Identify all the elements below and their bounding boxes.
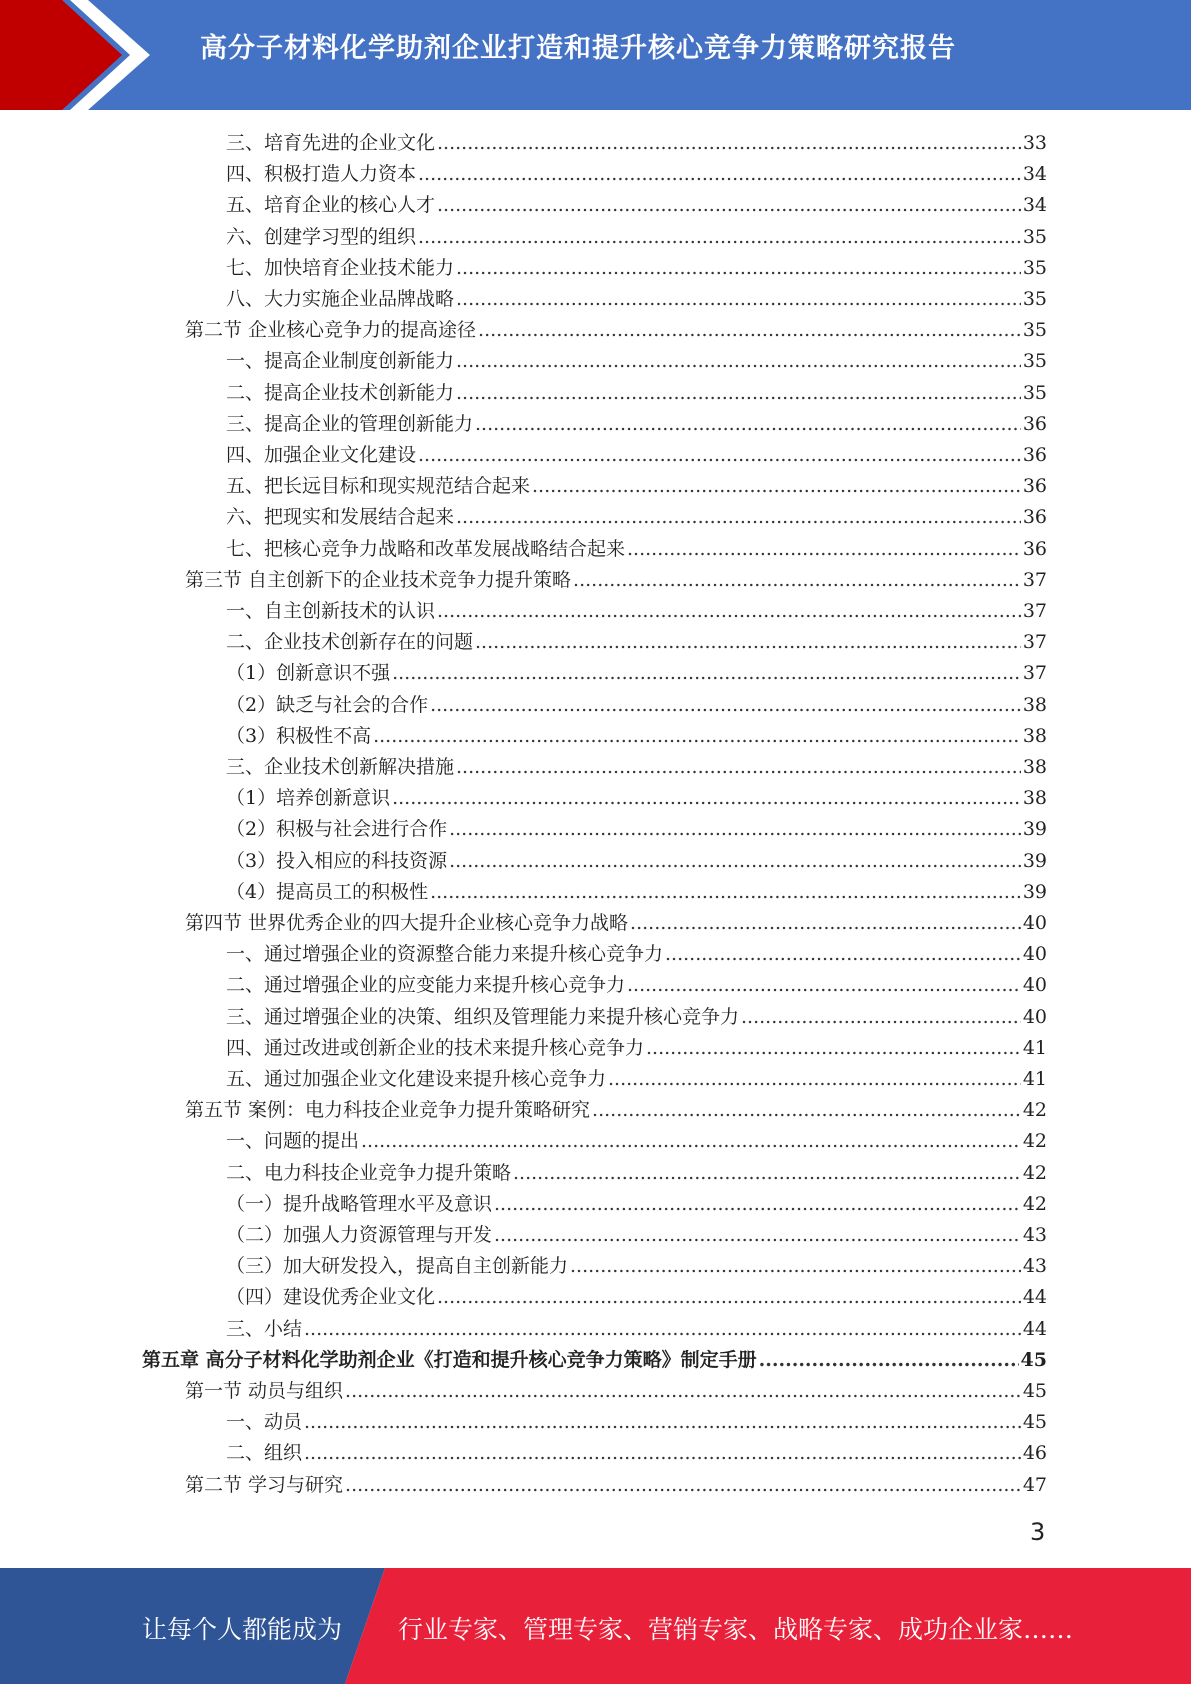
toc-entry-page: 42 [1022,1130,1047,1153]
toc-entry-page: 38 [1022,724,1047,747]
toc-entry-page: 47 [1022,1473,1047,1496]
toc-entry[interactable] [226,1064,1047,1095]
toc-entry-title: 三、小结 [226,1317,303,1340]
toc-entry-title: （二）加强人力资源管理与开发 [226,1224,493,1246]
toc-leader-dots [430,690,1021,721]
toc-leader-dots [741,1002,1021,1033]
toc-entry-title: 四、积极打造人力资本 [226,163,417,186]
toc-entry-title: 第二节 企业核心竞争力的提高途径 [185,319,477,342]
header-arrow-icon [0,0,160,110]
toc-entry-page: 36 [1022,412,1047,435]
toc-leader-dots [475,627,1021,658]
toc-entry[interactable] [226,284,1047,315]
toc-entry[interactable] [226,1002,1047,1033]
toc-entry[interactable] [226,378,1047,409]
toc-entry-title: 三、通过增强企业的决策、组织及管理能力来提升核心竞争力 [226,1005,740,1028]
page-header [0,0,1191,110]
footer-slogan-left: 让每个人都能成为 [142,1615,343,1644]
toc-entry-title: 二、企业技术创新存在的问题 [226,631,474,654]
toc-entry-page: 36 [1022,537,1047,560]
toc-entry-page: 40 [1022,912,1047,934]
toc-leader-dots [437,596,1021,627]
toc-leader-dots [345,1376,1021,1407]
toc-entry-title: 五、把长远目标和现实规范结合起来 [226,475,531,498]
toc-leader-dots [392,658,1021,689]
toc-entry[interactable] [226,596,1047,627]
toc-entry-title: （四）建设优秀企业文化 [226,1286,436,1309]
toc-entry-title: 七、把核心竞争力战略和改革发展战略结合起来 [226,537,626,560]
toc-entry[interactable] [185,565,1047,596]
toc-entry-title: 二、组织 [226,1442,303,1465]
toc-entry[interactable] [226,1407,1047,1438]
toc-entry[interactable] [185,1095,1047,1126]
toc-leader-dots [494,1189,1021,1220]
footer-slogan-right: 行业专家、管理专家、营销专家、战略专家、成功企业家…… [398,1615,1074,1644]
toc-entry-page: 44 [1022,1286,1047,1309]
toc-leader-dots [361,1126,1021,1157]
toc-leader-dots [304,1438,1021,1469]
toc-entry-title: 三、培育先进的企业文化 [226,132,436,154]
toc-entry-title: 二、提高企业技术创新能力 [226,381,455,404]
toc-entry-title: 二、电力科技企业竞争力提升策略 [226,1161,512,1184]
toc-entry[interactable] [226,970,1047,1001]
toc-entry-page: 45 [1020,1348,1047,1371]
toc-entry-title: （一）提升战略管理水平及意识 [226,1192,493,1215]
page-number: 3 [1030,1518,1046,1546]
toc-leader-dots [449,846,1021,877]
toc-entry[interactable] [226,128,1047,159]
toc-entry-page: 35 [1022,319,1047,342]
toc-entry[interactable] [226,783,1047,814]
toc-leader-dots [418,159,1021,190]
toc-leader-dots [456,378,1021,409]
toc-leader-dots [627,534,1021,565]
toc-entry[interactable] [226,627,1047,658]
toc-entry-title: 七、加快培育企业技术能力 [226,256,455,279]
toc-entry-page: 42 [1022,1161,1047,1184]
toc-entry[interactable] [226,1438,1047,1469]
toc-entry[interactable] [226,440,1047,471]
toc-entry-page: 35 [1022,381,1047,404]
toc-entry[interactable] [226,1282,1047,1313]
toc-leader-dots [437,190,1021,221]
toc-entry-page: 37 [1022,662,1047,685]
toc-leader-dots [627,970,1021,1001]
toc-entry[interactable] [226,409,1047,440]
toc-entry-page: 37 [1022,631,1047,654]
toc-entry-page: 42 [1022,1192,1047,1215]
toc-entry-page: 36 [1022,444,1047,466]
toc-entry[interactable] [226,222,1047,253]
toc-entry-page: 38 [1022,787,1047,810]
toc-entry-title: （1）创新意识不强 [226,662,391,685]
toc-entry[interactable] [226,1189,1047,1220]
toc-entry-page: 35 [1022,256,1047,279]
toc-leader-dots [373,721,1021,752]
toc-entry-title: 第五节 案例：电力科技企业竞争力提升策略研究 [185,1099,591,1122]
toc-leader-dots [456,346,1021,377]
toc-entry-title: 第二节 学习与研究 [185,1473,344,1496]
toc-leader-dots [456,502,1021,533]
toc-leader-dots [573,565,1021,596]
toc-entry-title: （4）提高员工的积极性 [226,880,429,903]
toc-leader-dots [592,1095,1021,1126]
toc-leader-dots [437,1282,1021,1313]
toc-entry-page: 41 [1022,1068,1047,1090]
toc-leader-dots [418,222,1021,253]
toc-leader-dots [494,1220,1021,1251]
toc-leader-dots [475,409,1021,440]
toc-entry-page: 44 [1022,1317,1047,1340]
toc-entry-title: 一、动员 [226,1411,303,1434]
toc-entry[interactable] [226,877,1047,908]
toc-entry-page: 35 [1022,288,1047,310]
toc-entry[interactable] [226,1220,1047,1251]
toc-entry-title: （3）投入相应的科技资源 [226,849,448,872]
toc-leader-dots [430,877,1021,908]
toc-entry[interactable] [226,1251,1047,1282]
toc-leader-dots [759,1345,1019,1376]
toc-leader-dots [304,1314,1021,1345]
toc-entry-title: 第三节 自主创新下的企业技术竞争力提升策略 [185,568,572,591]
toc-entry-title: 五、通过加强企业文化建设来提升核心竞争力 [226,1068,607,1090]
toc-entry-title: 一、通过增强企业的资源整合能力来提升核心竞争力 [226,943,664,966]
toc-entry-title: 八、大力实施企业品牌战略 [226,288,455,310]
toc-entry-page: 35 [1022,350,1047,373]
toc-leader-dots [456,752,1021,783]
toc-entry[interactable] [226,1033,1047,1064]
toc-leader-dots [437,128,1021,159]
toc-entry-page: 34 [1022,194,1047,217]
toc-entry-title: 第四节 世界优秀企业的四大提升企业核心竞争力战略 [185,912,629,934]
toc-entry-page: 37 [1022,568,1047,591]
toc-leader-dots [478,315,1021,346]
toc-entry[interactable] [226,658,1047,689]
toc-entry-page: 40 [1022,1005,1047,1028]
toc-entry-title: 第一节 动员与组织 [185,1380,344,1402]
toc-entry-title: （2）缺乏与社会的合作 [226,693,429,716]
toc-entry[interactable] [226,814,1047,845]
toc-entry-title: 一、问题的提出 [226,1130,360,1153]
toc-entry-title: 三、提高企业的管理创新能力 [226,412,474,435]
toc-entry[interactable] [226,1126,1047,1157]
toc-entry-page: 38 [1022,756,1047,778]
toc-entry-page: 45 [1022,1380,1047,1402]
toc-entry[interactable] [226,159,1047,190]
toc-entry-title: 四、加强企业文化建设 [226,444,417,466]
toc-entry-page: 43 [1022,1224,1047,1246]
toc-entry-page: 39 [1022,880,1047,903]
toc-entry-page: 46 [1022,1442,1047,1465]
toc-entry[interactable] [185,315,1047,346]
toc-entry[interactable] [226,1314,1047,1345]
toc-leader-dots [456,253,1021,284]
toc-entry-page: 39 [1022,818,1047,841]
toc-leader-dots [608,1064,1021,1095]
toc-entry-page: 40 [1022,943,1047,966]
toc-entry-title: （三）加大研发投入，提高自主创新能力 [226,1255,569,1278]
toc-entry-title: （1）培养创新意识 [226,787,391,810]
toc-entry-page: 35 [1022,225,1047,248]
toc-leader-dots [418,440,1021,471]
toc-entry-page: 40 [1022,974,1047,997]
toc-entry-page: 33 [1022,132,1047,154]
toc-entry-title: 三、企业技术创新解决措施 [226,756,455,778]
toc-entry-title: 一、提高企业制度创新能力 [226,350,455,373]
toc-leader-dots [513,1158,1021,1189]
toc-entry[interactable] [185,1470,1047,1501]
toc-entry[interactable] [226,690,1047,721]
toc-leader-dots [646,1033,1021,1064]
toc-entry-page: 34 [1022,163,1047,186]
toc-entry-page: 39 [1022,849,1047,872]
toc-entry-title: 四、通过改进或创新企业的技术来提升核心竞争力 [226,1036,645,1059]
toc-leader-dots [392,783,1021,814]
toc-entry-title: （3）积极性不高 [226,724,372,747]
toc-entry[interactable] [226,534,1047,565]
toc-leader-dots [456,284,1021,315]
toc-entry-page: 37 [1022,600,1047,622]
toc-entry[interactable] [226,502,1047,533]
toc-entry-title: 第五章 高分子材料化学助剂企业《打造和提升核心竞争力策略》制定手册 [142,1348,757,1371]
toc-entry-title: （2）积极与社会进行合作 [226,818,448,841]
toc-leader-dots [304,1407,1021,1438]
toc-entry[interactable] [185,908,1047,939]
toc-entry-page: 36 [1022,506,1047,529]
toc-entry-title: 一、自主创新技术的认识 [226,600,436,622]
toc-leader-dots [532,471,1021,502]
toc-leader-dots [345,1470,1021,1501]
toc-leader-dots [665,939,1021,970]
toc-entry[interactable] [226,471,1047,502]
toc-entry-page: 36 [1022,475,1047,498]
toc-entry[interactable] [226,346,1047,377]
toc-entry[interactable] [226,253,1047,284]
toc-entry-title: 五、培育企业的核心人才 [226,194,436,217]
toc-leader-dots [449,814,1021,845]
toc-entry[interactable] [226,846,1047,877]
toc-entry-page: 38 [1022,693,1047,716]
toc-leader-dots [630,908,1021,939]
toc-entry[interactable] [226,190,1047,221]
toc-entry-page: 43 [1022,1255,1047,1278]
toc-entry[interactable] [226,721,1047,752]
toc-leader-dots [570,1251,1021,1282]
toc-entry-title: 二、通过增强企业的应变能力来提升核心竞争力 [226,974,626,997]
toc-entry-page: 41 [1022,1036,1047,1059]
toc-entry-page: 42 [1022,1099,1047,1122]
toc-entry-title: 六、把现实和发展结合起来 [226,506,455,529]
toc-entry[interactable] [226,1158,1047,1189]
toc-entry-title: 六、创建学习型的组织 [226,225,417,248]
toc-entry[interactable] [226,752,1047,783]
document-title: 高分子材料化学助剂企业打造和提升核心竞争力策略研究报告 [200,33,956,64]
toc-entry[interactable] [185,1376,1047,1407]
toc-entry[interactable] [226,939,1047,970]
toc-entry[interactable] [142,1345,1047,1376]
toc-entry-page: 45 [1022,1411,1047,1434]
